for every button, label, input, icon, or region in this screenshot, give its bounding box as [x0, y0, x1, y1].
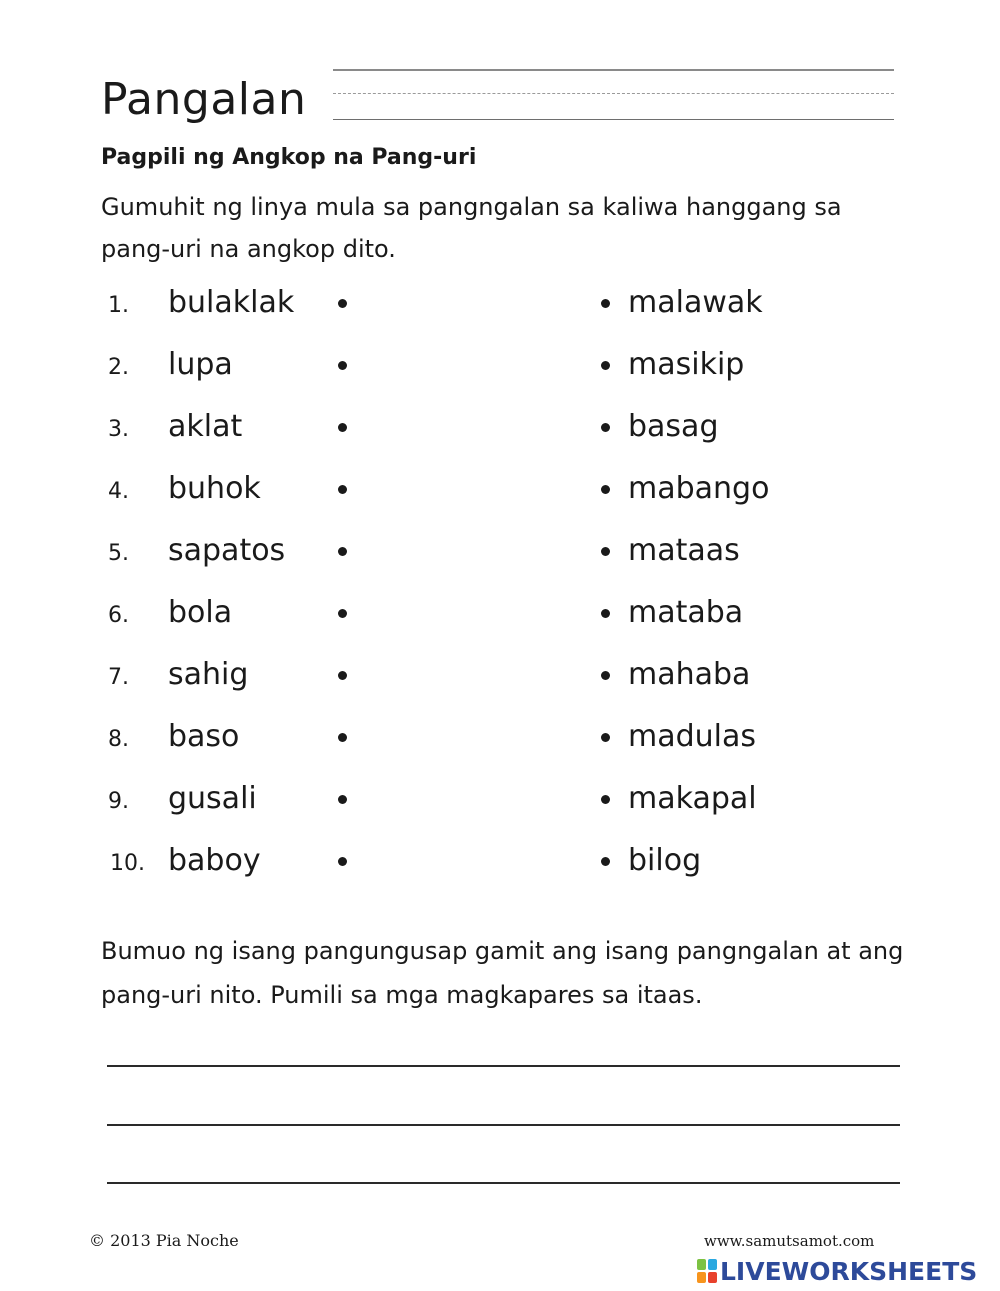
noun-word: aklat	[168, 409, 243, 444]
match-row	[0, 779, 1000, 819]
item-number: 6.	[108, 603, 129, 628]
name-line-top	[333, 69, 894, 71]
item-number: 4.	[108, 479, 129, 504]
adjective-connector-dot[interactable]	[601, 857, 610, 866]
adjective-connector-dot[interactable]	[601, 361, 610, 370]
answer-line-1[interactable]	[107, 1065, 900, 1067]
noun-word: bulaklak	[168, 285, 295, 320]
item-number: 5.	[108, 541, 129, 566]
noun-connector-dot[interactable]	[338, 609, 347, 618]
logo-block-red	[708, 1272, 717, 1283]
adjective-connector-dot[interactable]	[601, 671, 610, 680]
item-number: 3.	[108, 417, 129, 442]
adjective-word: madulas	[628, 719, 757, 754]
item-number: 1.	[108, 293, 129, 318]
adjective-connector-dot[interactable]	[601, 299, 610, 308]
answer-line-2[interactable]	[107, 1124, 900, 1126]
noun-connector-dot[interactable]	[338, 485, 347, 494]
adjective-word: makapal	[628, 781, 757, 816]
adjective-word: mataas	[628, 533, 740, 568]
match-row	[0, 531, 1000, 571]
adjective-connector-dot[interactable]	[601, 609, 610, 618]
adjective-connector-dot[interactable]	[601, 423, 610, 432]
noun-connector-dot[interactable]	[338, 299, 347, 308]
adjective-connector-dot[interactable]	[601, 733, 610, 742]
adjective-word: bilog	[628, 843, 702, 878]
adjective-word: mabango	[628, 471, 770, 506]
noun-word: sahig	[168, 657, 249, 692]
adjective-connector-dot[interactable]	[601, 485, 610, 494]
adjective-connector-dot[interactable]	[601, 547, 610, 556]
name-label: Pangalan	[101, 74, 307, 125]
adjective-connector-dot[interactable]	[601, 795, 610, 804]
match-row	[0, 841, 1000, 881]
noun-word: gusali	[168, 781, 257, 816]
worksheet-title: Pagpili ng Angkop na Pang-uri	[101, 145, 477, 170]
adjective-word: mahaba	[628, 657, 751, 692]
match-row	[0, 717, 1000, 757]
adjective-word: malawak	[628, 285, 763, 320]
noun-word: bola	[168, 595, 233, 630]
match-row	[0, 345, 1000, 385]
item-number: 9.	[108, 789, 129, 814]
adjective-word: masikip	[628, 347, 745, 382]
worksheet-instructions: Gumuhit ng linya mula sa pangngalan sa kaliwa hanggang sa pang-uri na angkop dito.	[101, 193, 842, 263]
noun-word: baso	[168, 719, 240, 754]
noun-connector-dot[interactable]	[338, 857, 347, 866]
answer-line-3[interactable]	[107, 1182, 900, 1184]
logo-block-orange	[697, 1272, 706, 1283]
noun-connector-dot[interactable]	[338, 547, 347, 556]
liveworksheets-logo-icon	[697, 1259, 717, 1283]
adjective-word: mataba	[628, 595, 744, 630]
match-row	[0, 283, 1000, 323]
item-number: 2.	[108, 355, 129, 380]
item-number: 8.	[108, 727, 129, 752]
logo-block-blue	[708, 1259, 717, 1270]
sentence-prompt: Bumuo ng isang pangungusap gamit ang isang pangngalan at ang pang-uri nito. Pumili sa mga magkapares sa itaas.	[101, 937, 904, 1009]
noun-connector-dot[interactable]	[338, 361, 347, 370]
copyright-text: © 2013 Pia Noche	[89, 1231, 239, 1250]
liveworksheets-wordmark: LIVEWORKSHEETS	[720, 1256, 978, 1286]
match-row	[0, 469, 1000, 509]
liveworksheets-brand	[697, 1256, 977, 1286]
noun-connector-dot[interactable]	[338, 733, 347, 742]
match-row	[0, 593, 1000, 633]
match-row	[0, 407, 1000, 447]
logo-block-green	[697, 1259, 706, 1270]
item-number: 10.	[110, 851, 145, 876]
item-number: 7.	[108, 665, 129, 690]
noun-connector-dot[interactable]	[338, 671, 347, 680]
noun-connector-dot[interactable]	[338, 795, 347, 804]
name-line-middle-dashed	[333, 93, 894, 94]
noun-word: baboy	[168, 843, 261, 878]
name-line-bottom	[333, 119, 894, 120]
noun-word: lupa	[168, 347, 233, 382]
noun-connector-dot[interactable]	[338, 423, 347, 432]
website-url: www.samutsamot.com	[704, 1232, 875, 1250]
match-row	[0, 655, 1000, 695]
noun-word: sapatos	[168, 533, 286, 568]
adjective-word: basag	[628, 409, 719, 444]
noun-word: buhok	[168, 471, 261, 506]
